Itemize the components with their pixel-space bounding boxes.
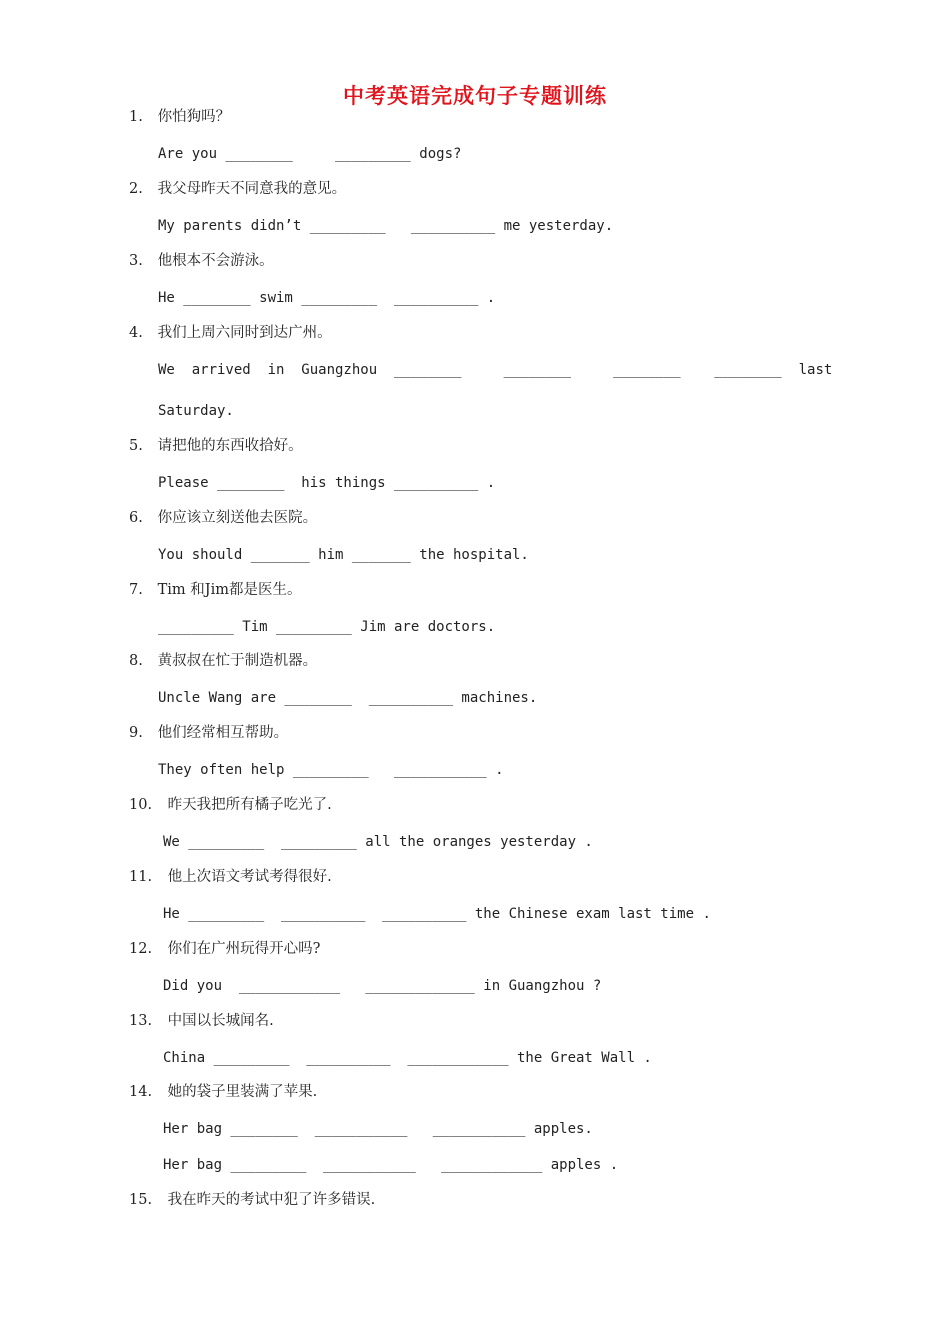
question-chinese: 我在昨天的考试中犯了许多错误. bbox=[167, 1192, 376, 1208]
question-6 bbox=[129, 508, 317, 528]
question-number: 11. bbox=[129, 869, 153, 885]
answer-line-continued: Saturday. bbox=[158, 403, 234, 419]
answer-line-alternate: Her bag _________ ___________ ____________ apples . bbox=[163, 1157, 619, 1173]
question-8 bbox=[129, 651, 317, 671]
question-chinese: 你们在广州玩得开心吗? bbox=[167, 941, 321, 957]
question-9 bbox=[129, 723, 288, 743]
answer-line: Did you ____________ _____________ in Guangzhou ? bbox=[163, 978, 602, 994]
question-chinese: 他上次语文考试考得很好. bbox=[167, 869, 332, 885]
question-chinese: Tim 和Jim都是医生。 bbox=[157, 582, 302, 598]
question-chinese: 昨天我把所有橘子吃光了. bbox=[167, 797, 332, 813]
question-chinese: 我们上周六同时到达广州。 bbox=[157, 325, 332, 341]
question-chinese: 他根本不会游泳。 bbox=[157, 253, 274, 269]
answer-line: Are you ________ _________ dogs? bbox=[158, 146, 462, 162]
answer-line: Her bag ________ ___________ ___________ apples. bbox=[163, 1121, 593, 1137]
answer-line: He _________ __________ __________ the Chinese exam last time . bbox=[163, 906, 711, 922]
question-number: 4. bbox=[129, 325, 143, 341]
question-chinese: 黄叔叔在忙于制造机器。 bbox=[157, 653, 318, 669]
question-number: 2. bbox=[129, 181, 143, 197]
question-5 bbox=[129, 436, 303, 456]
answer-line: We arrived in Guangzhou ________ ________ ________ ________ last bbox=[158, 362, 833, 378]
question-chinese: 她的袋子里装满了苹果. bbox=[167, 1084, 318, 1100]
question-number: 13. bbox=[129, 1013, 153, 1029]
question-chinese: 中国以长城闻名. bbox=[167, 1013, 274, 1029]
question-number: 1. bbox=[129, 109, 143, 125]
question-1 bbox=[129, 107, 230, 127]
question-10 bbox=[129, 795, 332, 815]
question-number: 6. bbox=[129, 510, 143, 526]
question-number: 9. bbox=[129, 725, 143, 741]
question-2 bbox=[129, 179, 346, 199]
answer-line: Uncle Wang are ________ __________ machines. bbox=[158, 690, 538, 706]
question-number: 8. bbox=[129, 653, 143, 669]
answer-line: We _________ _________ all the oranges yesterday . bbox=[163, 834, 593, 850]
answer-line: My parents didn’t _________ __________ me yesterday. bbox=[158, 218, 614, 234]
question-chinese: 你怕狗吗？ bbox=[157, 109, 231, 125]
answer-line: _________ Tim _________ Jim are doctors. bbox=[158, 619, 496, 635]
question-11 bbox=[129, 867, 332, 887]
question-number: 7. bbox=[129, 582, 143, 598]
question-3 bbox=[129, 251, 274, 271]
question-13 bbox=[129, 1011, 274, 1031]
question-chinese: 他们经常相互帮助。 bbox=[157, 725, 289, 741]
question-chinese: 我父母昨天不同意我的意见。 bbox=[157, 181, 347, 197]
question-number: 10. bbox=[129, 797, 153, 813]
answer-line: They often help _________ ___________ . bbox=[158, 762, 504, 778]
question-number: 3. bbox=[129, 253, 143, 269]
answer-line: You should _______ him _______ the hospital. bbox=[158, 547, 529, 563]
answer-line: Please ________ his things __________ . bbox=[158, 475, 496, 491]
answer-line: He ________ swim _________ __________ . bbox=[158, 290, 496, 306]
answer-line: China _________ __________ ____________ the Great Wall . bbox=[163, 1050, 652, 1066]
question-number: 5. bbox=[129, 438, 143, 454]
page-title: 中考英语完成句子专题训练 bbox=[343, 84, 607, 108]
question-number: 15. bbox=[129, 1192, 153, 1208]
question-12 bbox=[129, 939, 320, 959]
question-chinese: 你应该立刻送他去医院。 bbox=[157, 510, 318, 526]
question-4 bbox=[129, 323, 332, 343]
question-chinese: 请把他的东西收拾好。 bbox=[157, 438, 303, 454]
question-7 bbox=[129, 580, 301, 600]
question-number: 12. bbox=[129, 941, 153, 957]
question-14 bbox=[129, 1082, 317, 1102]
question-number: 14. bbox=[129, 1084, 153, 1100]
question-15 bbox=[129, 1190, 375, 1210]
